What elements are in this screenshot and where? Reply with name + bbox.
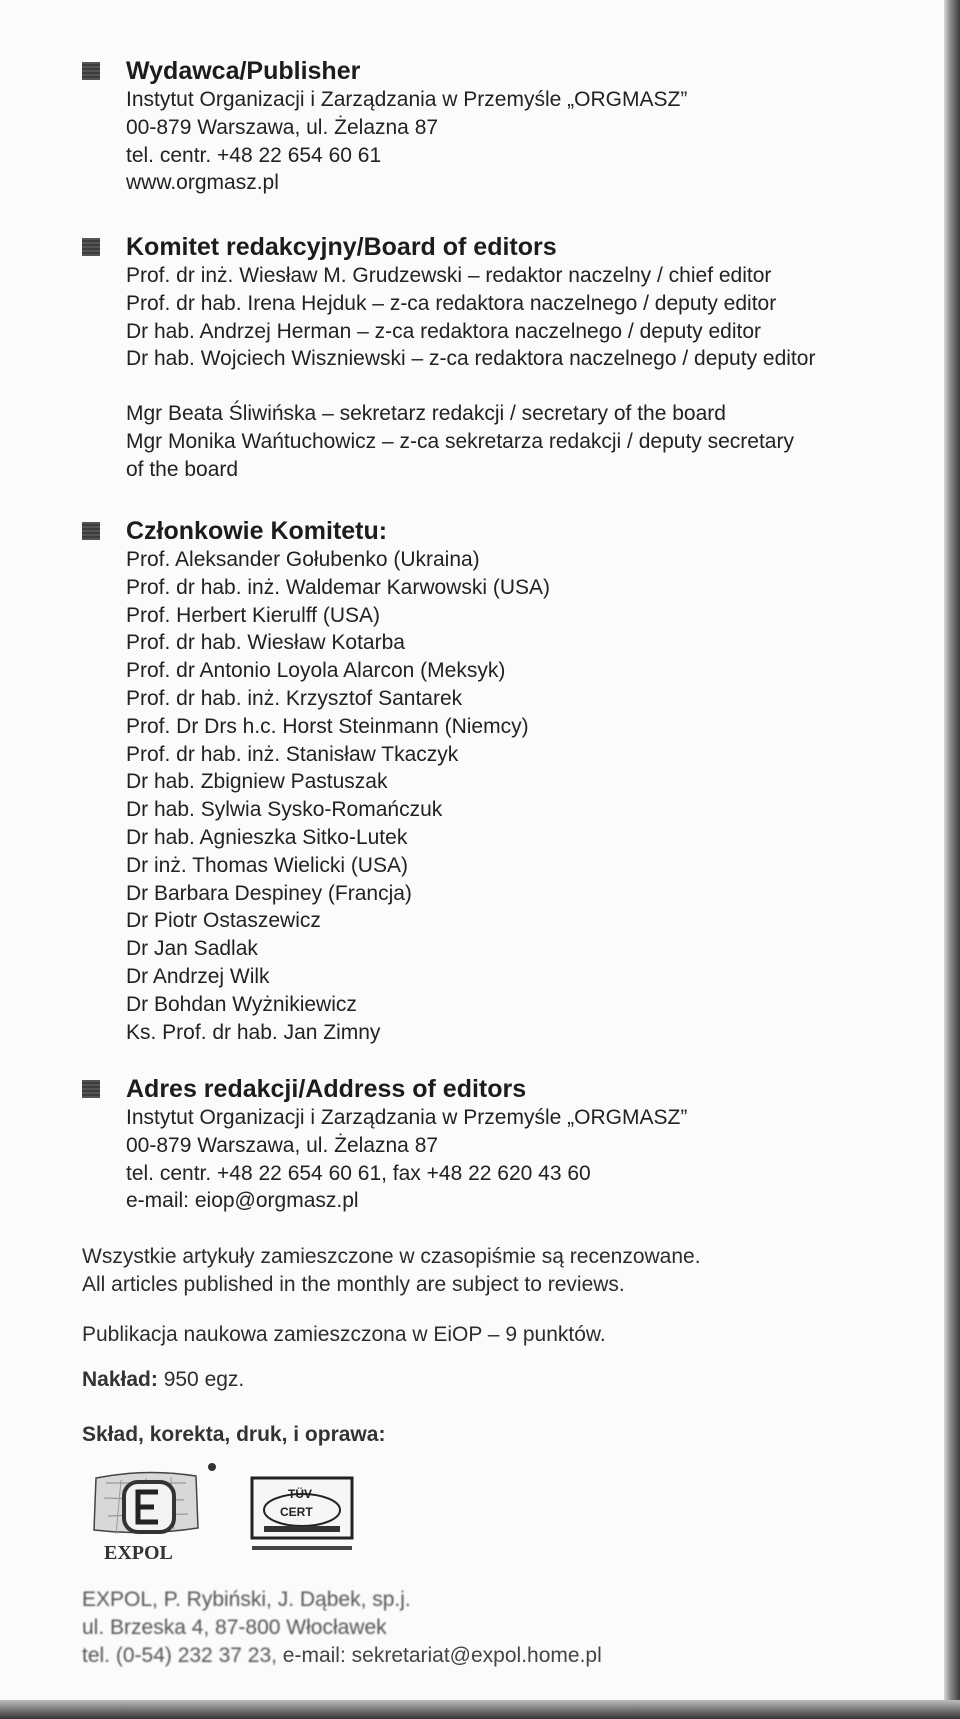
member-item: Dr Bohdan Wyżnikiewicz	[126, 992, 357, 1016]
secretary-line: of the board	[126, 457, 239, 481]
member-item: Dr hab. Zbigniew Pastuszak	[126, 770, 388, 794]
members-section	[82, 516, 922, 1046]
cert-text: CERT	[280, 1505, 313, 1519]
address-line: 00-879 Warszawa, ul. Żelazna 87	[126, 1133, 439, 1157]
member-item: Prof. dr hab. inż. Waldemar Karwowski (USA)	[126, 575, 551, 599]
member-item: Dr Andrzej Wilk	[126, 964, 270, 988]
members-heading: Członkowie Komitetu:	[126, 517, 388, 545]
address-line: tel. centr. +48 22 654 60 61, fax +48 22 620 43 60	[126, 1161, 591, 1185]
publisher-website[interactable]: www.orgmasz.pl	[126, 171, 279, 195]
page-edge	[944, 0, 960, 1719]
tuv-text: TÜV	[288, 1487, 312, 1501]
member-item: Dr Barbara Despiney (Francja)	[126, 881, 412, 905]
tuv-cert-logo	[250, 1476, 360, 1561]
review-note-en: All articles published in the monthly are subject to reviews.	[82, 1273, 625, 1296]
square-bullet-icon	[82, 522, 100, 540]
member-item: Dr hab. Agnieszka Sitko-Lutek	[126, 825, 408, 849]
printer-email[interactable]: e-mail: sekretariat@expol.home.pl	[282, 1644, 602, 1667]
printer-line-contact	[82, 1642, 602, 1670]
member-item: Prof. Herbert Kierulff (USA)	[126, 603, 381, 627]
address-heading: Adres redakcji/Address of editors	[126, 1075, 527, 1103]
circulation	[82, 1366, 244, 1394]
secretary-line: Mgr Beata Śliwińska – sekretarz redakcji / secretary of the board	[126, 402, 726, 426]
member-item: Dr Jan Sadlak	[126, 937, 258, 961]
publisher-line: 00-879 Warszawa, ul. Żelazna 87	[126, 115, 439, 139]
member-item: Prof. Dr Drs h.c. Horst Steinmann (Niemcy)	[126, 714, 529, 738]
logos	[86, 1458, 386, 1568]
members-list	[126, 546, 922, 1046]
publisher-line: Instytut Organizacji i Zarządzania w Przemyśle „ORGMASZ”	[126, 88, 688, 111]
review-note	[82, 1243, 701, 1299]
board-lines	[126, 262, 922, 484]
printer-phone: tel. (0-54) 232 37 23,	[82, 1644, 283, 1667]
publisher-lines	[126, 86, 922, 197]
square-bullet-icon	[82, 1080, 100, 1098]
board-heading: Komitet redakcyjny/Board of editors	[126, 233, 557, 261]
member-item: Prof. dr hab. inż. Stanisław Tkaczyk	[126, 742, 459, 766]
address-lines	[126, 1104, 922, 1215]
circulation-label: Nakład:	[82, 1368, 158, 1391]
secretary-line: Mgr Monika Wańtuchowicz – z-ca sekretarza redakcji / deputy secretary	[126, 429, 794, 453]
page-edge	[0, 1700, 960, 1719]
publisher-heading: Wydawca/Publisher	[126, 57, 361, 85]
member-item: Dr hab. Sylwia Sysko-Romańczuk	[126, 798, 443, 822]
printer-line: EXPOL, P. Rybiński, J. Dąbek, sp.j.	[82, 1588, 411, 1611]
board-line: Dr hab. Wojciech Wiszniewski – z-ca redaktora naczelnego / deputy editor	[126, 347, 816, 371]
printer-info	[82, 1586, 602, 1670]
circulation-value: 950 egz.	[157, 1368, 245, 1391]
points-note: Publikacja naukowa zamieszczona w EiOP – 9 punktów.	[82, 1323, 606, 1346]
member-item: Ks. Prof. dr hab. Jan Zimny	[126, 1020, 381, 1044]
address-email[interactable]: e-mail: eiop@orgmasz.pl	[126, 1189, 359, 1213]
board-line: Prof. dr inż. Wiesław M. Grudzewski – redaktor naczelny / chief editor	[126, 264, 772, 287]
expol-logo-text: EXPOL	[104, 1542, 173, 1564]
review-note-pl: Wszystkie artykuły zamieszczone w czasopiśmie są recenzowane.	[82, 1245, 701, 1268]
board-section	[82, 232, 922, 484]
member-item: Dr Piotr Ostaszewicz	[126, 909, 321, 933]
address-line: Instytut Organizacji i Zarządzania w Przemyśle „ORGMASZ”	[126, 1106, 688, 1129]
printer-line: ul. Brzeska 4, 87-800 Włocławek	[82, 1616, 387, 1639]
member-item: Prof. dr Antonio Loyola Alarcon (Meksyk)	[126, 659, 506, 683]
print-heading: Skład, korekta, druk, i oprawa:	[82, 1423, 386, 1446]
board-line: Prof. dr hab. Irena Hejduk – z-ca redaktora naczelnego / deputy editor	[126, 291, 777, 315]
publisher-line: tel. centr. +48 22 654 60 61	[126, 143, 382, 167]
member-item: Dr inż. Thomas Wielicki (USA)	[126, 853, 408, 877]
member-item: Prof. Aleksander Gołubenko (Ukraina)	[126, 548, 480, 571]
publisher-section	[82, 56, 922, 197]
square-bullet-icon	[82, 238, 100, 256]
member-item: Prof. dr hab. Wiesław Kotarba	[126, 631, 405, 655]
address-section	[82, 1074, 922, 1215]
board-line: Dr hab. Andrzej Herman – z-ca redaktora naczelnego / deputy editor	[126, 319, 762, 343]
square-bullet-icon	[82, 62, 100, 80]
member-item: Prof. dr hab. inż. Krzysztof Santarek	[126, 686, 463, 710]
